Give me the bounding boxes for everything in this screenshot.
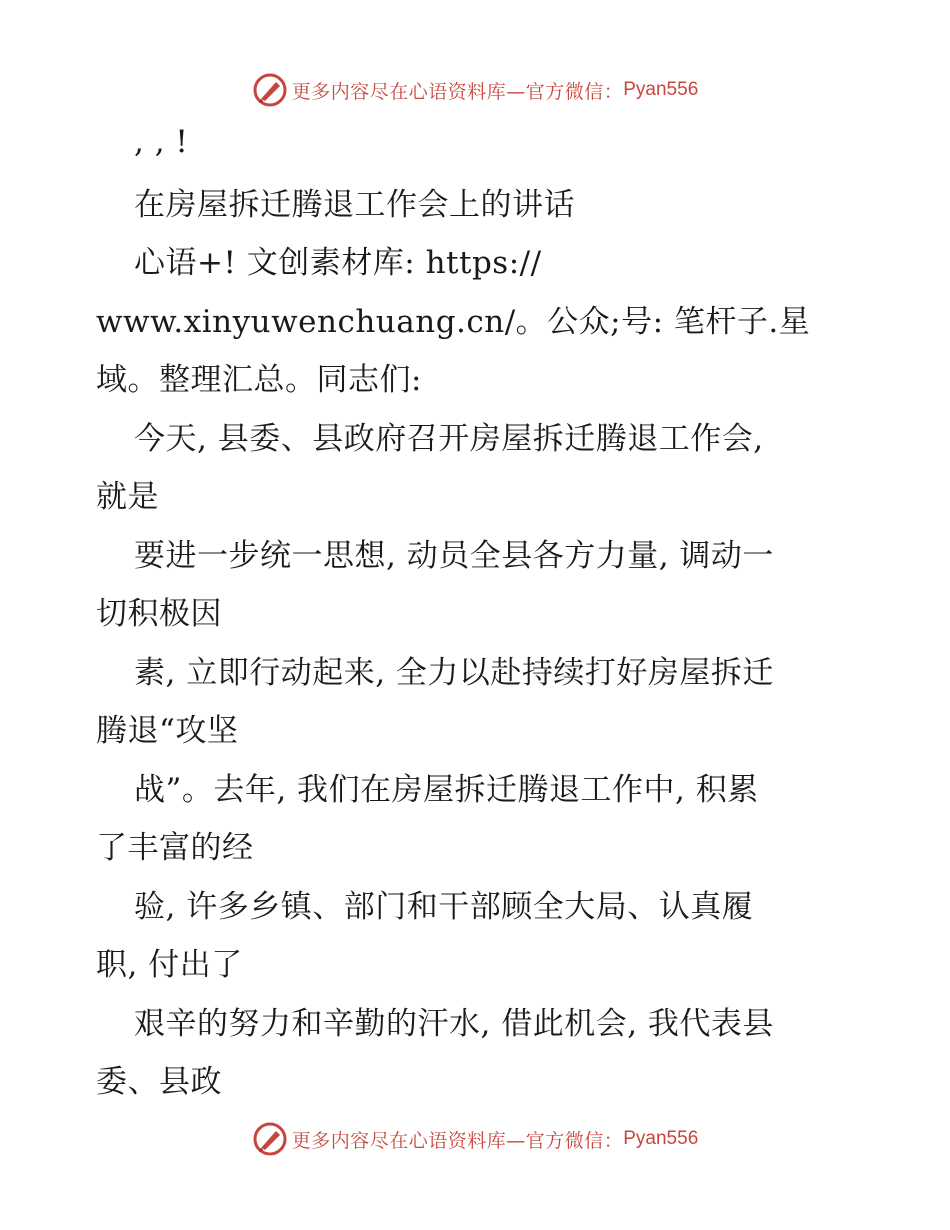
text-line: 素, 立即行动起来, 全力以赴持续打好房屋拆迁 bbox=[134, 655, 774, 691]
text-line: 验, 许多乡镇、部门和干部顾全大局、认真履 bbox=[134, 889, 754, 925]
text-line: 了丰富的经 bbox=[96, 830, 254, 866]
text-line: 委、县政 bbox=[96, 1064, 222, 1100]
footer-watermark bbox=[0, 1119, 950, 1159]
text-line: 战”。去年, 我们在房屋拆迁腾退工作中, 积累 bbox=[134, 772, 759, 808]
document-title: 在房屋拆迁腾退工作会上的讲话 bbox=[134, 187, 575, 223]
pen-logo-icon bbox=[252, 72, 288, 108]
watermark-handle: Pyan556 bbox=[623, 1128, 699, 1149]
watermark-handle: Pyan556 bbox=[623, 79, 699, 100]
text-line: www.xinyuwenchuang.cn/。公众;号: 笔杆子.星 bbox=[96, 304, 811, 340]
header-watermark bbox=[0, 70, 950, 110]
watermark-text: 更多内容尽在心语资料库—官方微信： bbox=[291, 1129, 624, 1152]
text-line: 就是 bbox=[96, 479, 159, 515]
text-line: 要进一步统一思想, 动员全县各方力量, 调动一 bbox=[134, 538, 774, 574]
pen-logo-icon bbox=[252, 1121, 288, 1157]
text-line: 切积极因 bbox=[96, 596, 222, 632]
watermark-text: 更多内容尽在心语资料库—官方微信： bbox=[291, 80, 624, 103]
text-line: 心语+! 文创素材库: https:// bbox=[134, 245, 542, 281]
text-line: 艰辛的努力和辛勤的汗水, 借此机会, 我代表县 bbox=[134, 1006, 774, 1042]
text-line: 腾退“攻坚 bbox=[96, 713, 239, 749]
text-line: 今天, 县委、县政府召开房屋拆迁腾退工作会, bbox=[134, 421, 764, 457]
text-line: 职, 付出了 bbox=[96, 947, 243, 983]
text-line: 域。整理汇总。同志们: bbox=[96, 362, 422, 398]
text-line: , , ! bbox=[134, 124, 189, 160]
